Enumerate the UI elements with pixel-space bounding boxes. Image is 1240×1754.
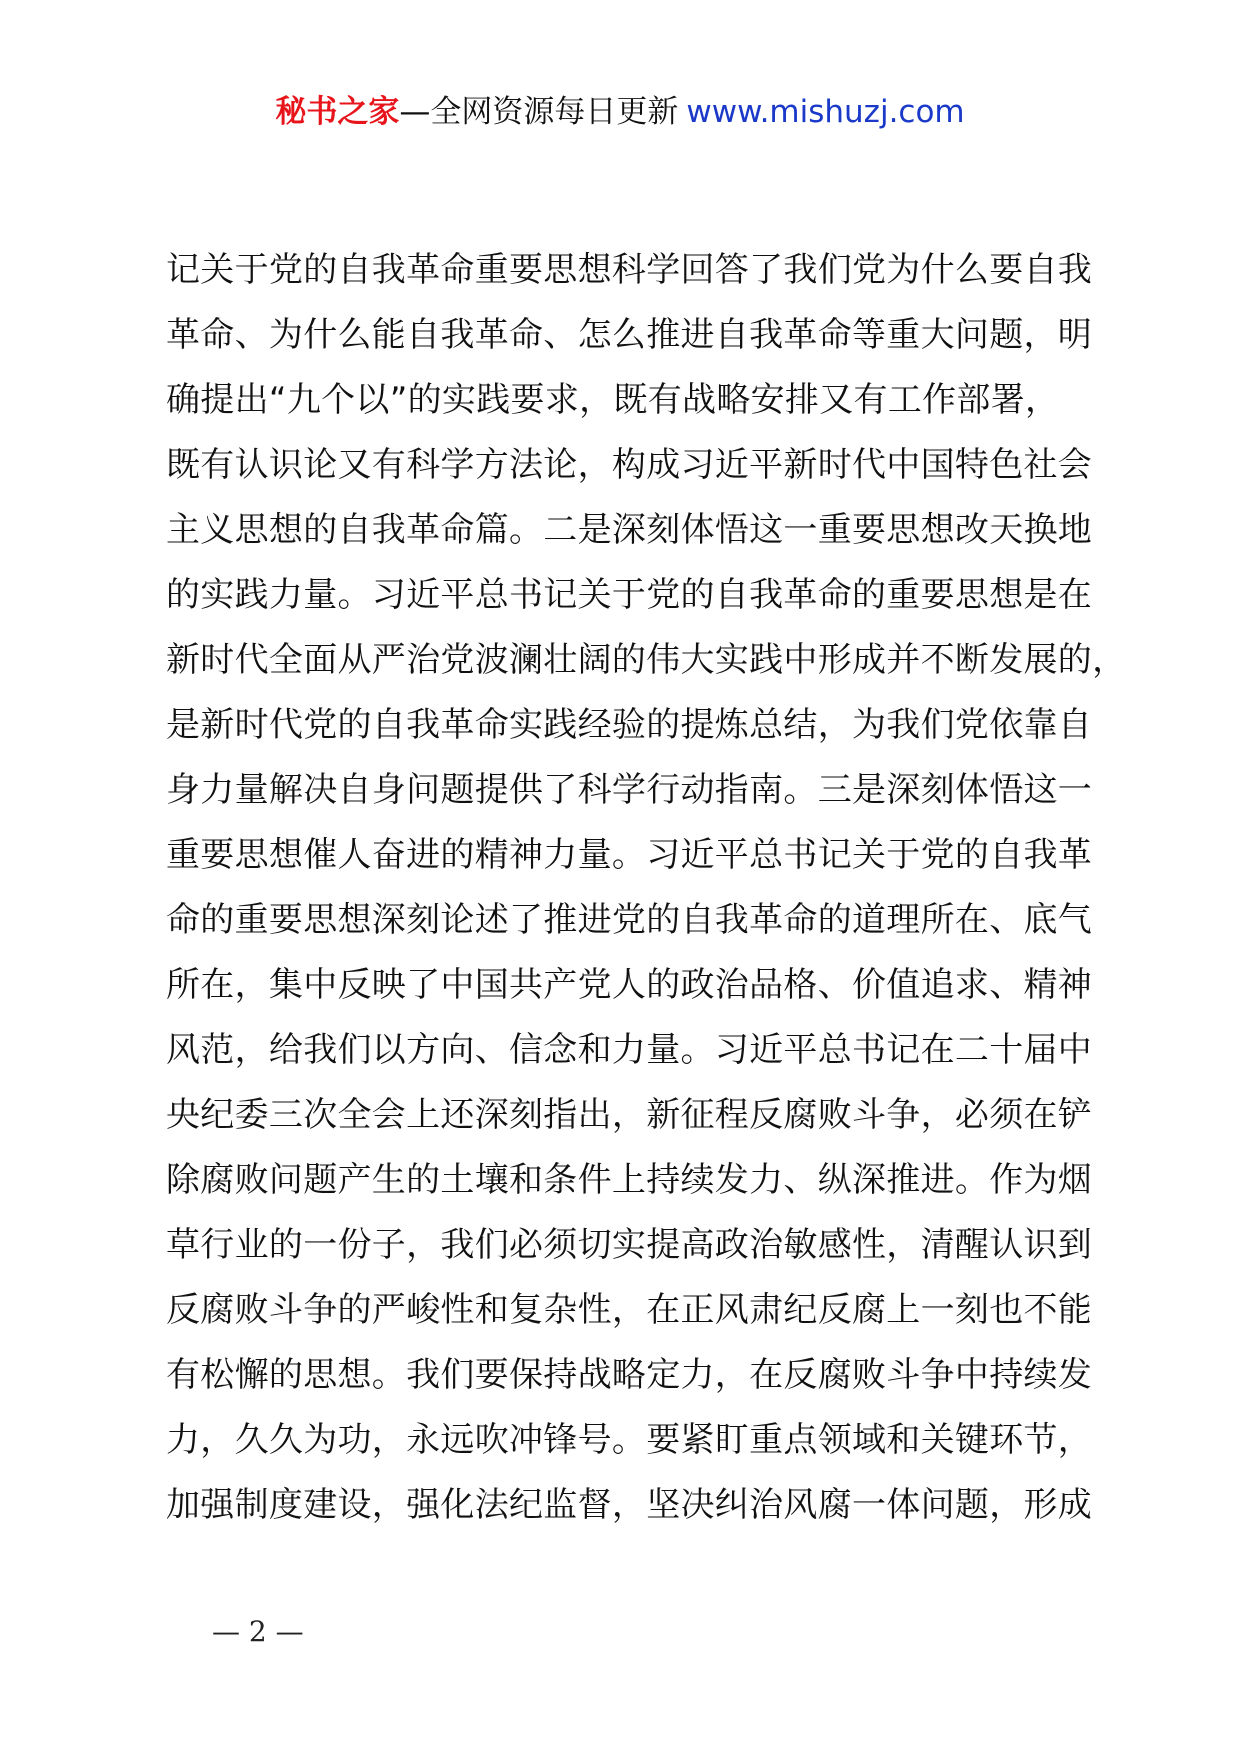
header-slogan: —全网资源每日更新 <box>399 94 679 130</box>
website-url: www.mishuzj.com <box>686 94 965 130</box>
body-line: 有松懈的思想。我们要保持战略定力，在反腐败斗争中持续发 <box>166 1355 1093 1395</box>
body-line: 命的重要思想深刻论述了推进党的自我革命的道理所在、底气 <box>166 900 1093 940</box>
body-line: 反腐败斗争的严峻性和复杂性，在正风肃纪反腐上一刻也不能 <box>166 1290 1093 1330</box>
site-header <box>0 92 1240 132</box>
body-line: 力，久久为功，永远吹冲锋号。要紧盯重点领域和关键环节， <box>166 1420 1093 1460</box>
body-line: 确提出“九个以”的实践要求，既有战略安排又有工作部署， <box>166 380 1060 420</box>
body-line: 草行业的一份子，我们必须切实提高政治敏感性，清醒认识到 <box>166 1225 1093 1265</box>
body-line: 身力量解决自身问题提供了科学行动指南。三是深刻体悟这一 <box>166 770 1093 810</box>
body-line: 加强制度建设，强化法纪监督，坚决纠治风腐一体问题，形成 <box>166 1485 1093 1525</box>
body-line: 央纪委三次全会上还深刻指出，新征程反腐败斗争，必须在铲 <box>166 1095 1093 1135</box>
body-line: 的实践力量。习近平总书记关于党的自我革命的重要思想是在 <box>166 575 1093 615</box>
body-line: 既有认识论又有科学方法论，构成习近平新时代中国特色社会 <box>166 445 1093 485</box>
document-body <box>166 238 1127 1538</box>
brand-name: 秘书之家 <box>275 94 400 130</box>
body-line: 记关于党的自我革命重要思想科学回答了我们党为什么要自我 <box>166 250 1093 290</box>
page-number: — 2 — <box>212 1615 304 1648</box>
body-line: 革命、为什么能自我革命、怎么推进自我革命等重大问题，明 <box>166 315 1093 355</box>
body-line: 所在，集中反映了中国共产党人的政治品格、价值追求、精神 <box>166 965 1093 1005</box>
body-line: 是新时代党的自我革命实践经验的提炼总结，为我们党依靠自 <box>166 705 1093 745</box>
body-line: 主义思想的自我革命篇。二是深刻体悟这一重要思想改天换地 <box>166 510 1093 550</box>
body-line: 重要思想催人奋进的精神力量。习近平总书记关于党的自我革 <box>166 835 1093 875</box>
body-line: 新时代全面从严治党波澜壮阔的伟大实践中形成并不断发展的， <box>166 640 1127 680</box>
body-line: 除腐败问题产生的土壤和条件上持续发力、纵深推进。作为烟 <box>166 1160 1093 1200</box>
body-line: 风范，给我们以方向、信念和力量。习近平总书记在二十届中 <box>166 1030 1093 1070</box>
